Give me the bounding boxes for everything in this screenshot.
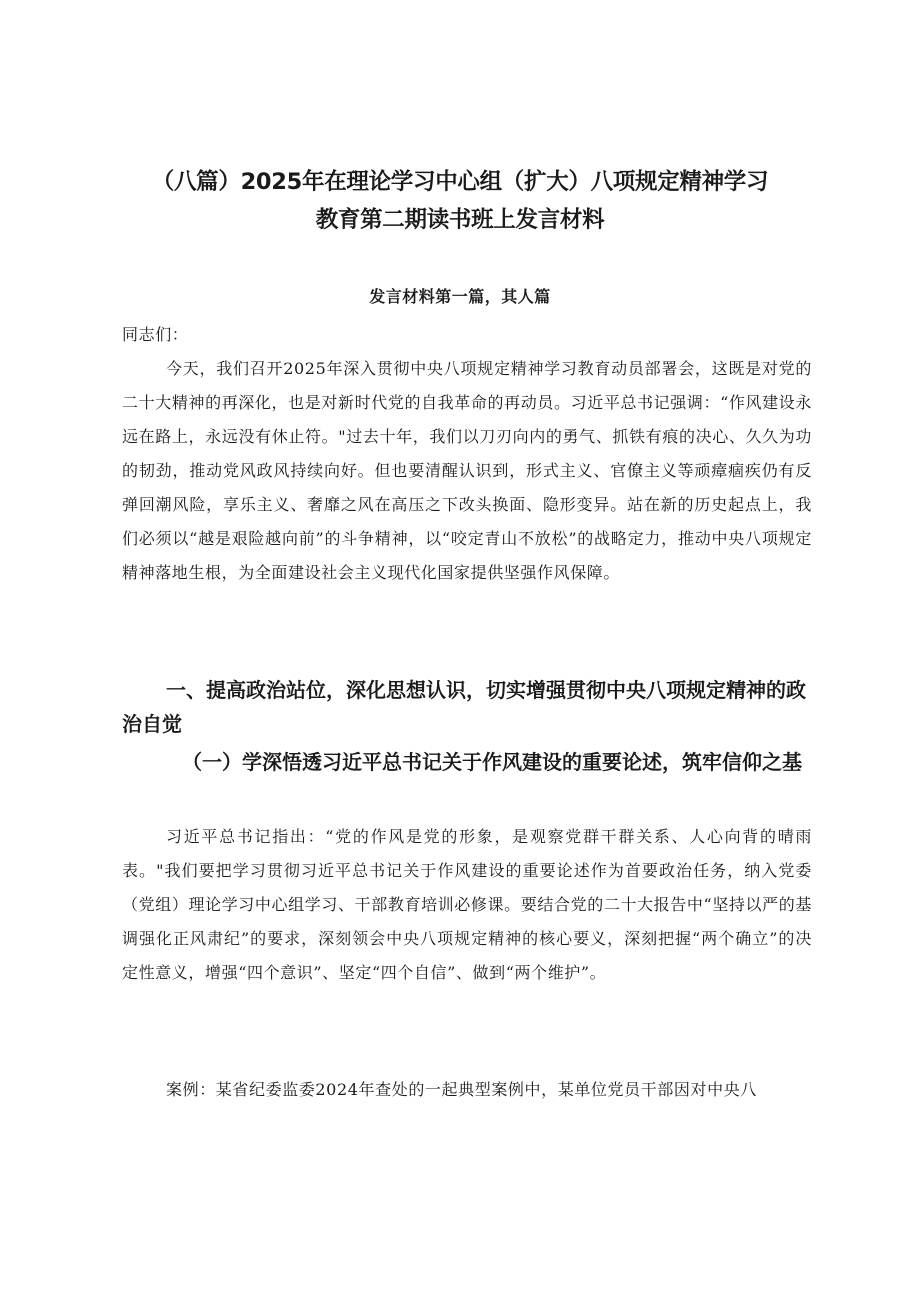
paragraph-case: 案例：某省纪委监委2024年查处的一起典型案例中，某单位党员干部因对中央八 xyxy=(166,1080,757,1099)
section-heading-1: 一、提高政治站位，深化思想认识，切实增强贯彻中央八项规定精神的政治自觉 xyxy=(122,678,806,736)
paragraph-subsection-1: 习近平总书记指出：“党的作风是党的形象，是观察党群干群关系、人心向背的晴雨表。"我们要把学习贯彻习近平总书记关于作风建设的重要论述作为首要政治任务，纳入党委（党组）理论学习中心组学习、干部教育培训必修课。要结合党的二十大报告中“坚持以严的基调强化正风肃纪”的要求，深刻领会中央八项规定精神的核心要义，深刻把握“两个确立”的决定性意义，增强“四个意识”、坚定“四个自信”、做到“两个维护”。 xyxy=(122,827,812,982)
salutation: 同志们： xyxy=(122,325,189,344)
paragraph-opening: 今天，我们召开2025年深入贯彻中央八项规定精神学习教育动员部署会，这既是对党的二十大精神的再深化，也是对新时代党的自我革命的再动员。习近平总书记强调：“作风建设永远在路上，永远没有休止符。"过去十年，我们以刀刃向内的勇气、抓铁有痕的决心、久久为功的韧劲，推动党风政风持续向好。但也要清醒认识到，形式主义、官僚主义等顽瘴痼疾仍有反弹回潮风险，享乐主义、奢靡之风在高压之下改头换面、隐形变异。站在新的历史起点上，我们必须以“越是艰险越向前”的斗争精神，以“咬定青山不放松”的战略定力，推动中央八项规定精神落地生根，为全面建设社会主义现代化国家提供坚强作风保障。 xyxy=(122,359,812,582)
subsection-heading-1: （一）学深悟透习近平总书记关于作风建设的重要论述，筑牢信仰之基 xyxy=(182,750,802,774)
document-subtitle: 发言材料第一篇，其人篇 xyxy=(369,287,551,306)
document-title-line-1: （八篇）2025年在理论学习中心组（扩大）八项规定精神学习 xyxy=(151,169,769,195)
document-title-line-2: 教育第二期读书班上发言材料 xyxy=(315,207,605,233)
